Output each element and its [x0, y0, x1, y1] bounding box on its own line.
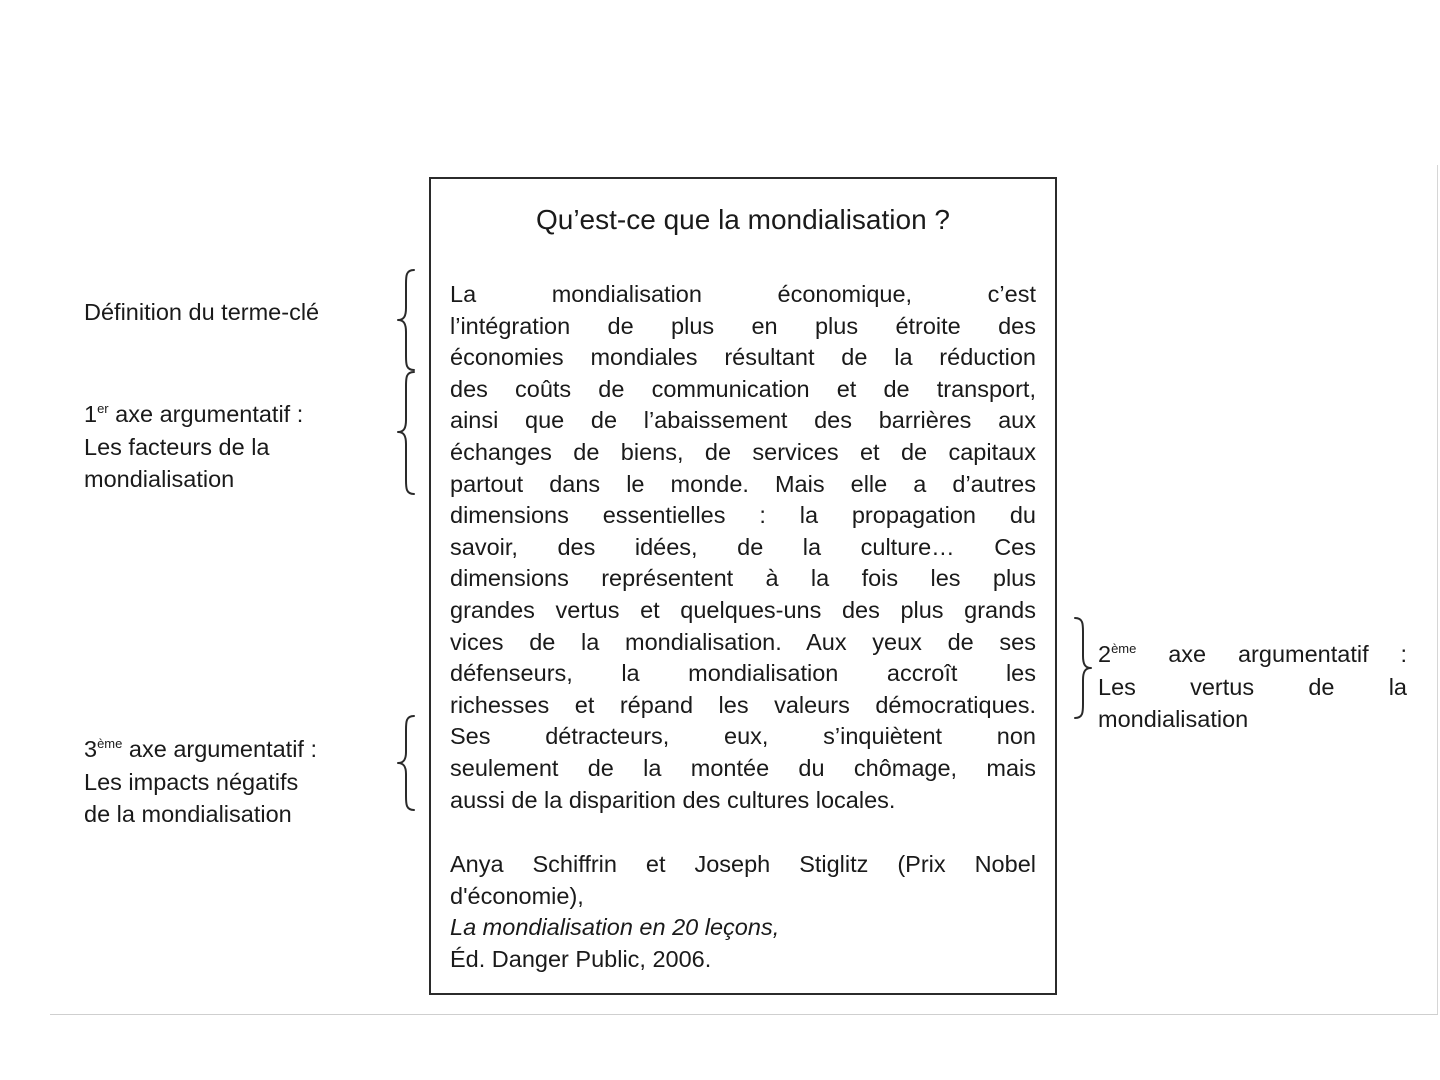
body-line: l’intégration de plus en plus étroite des [450, 312, 1036, 339]
document-title: Qu’est-ce que la mondialisation ? [535, 204, 950, 235]
annotation-definition: Définition du terme-clé [84, 299, 320, 325]
axis-3-line-3: de la mondialisation [84, 801, 292, 827]
body-line: dimensions représentent à la fois les plus [450, 565, 1036, 592]
brace-axis-1-icon [394, 370, 418, 496]
axis-1-line-3: mondialisation [84, 466, 235, 492]
axis-1-ordinal: er [97, 401, 109, 416]
axis-1-line-2: Les facteurs de la [84, 433, 270, 460]
source-citation [450, 849, 1036, 975]
body-line: des coûts de communication et de transport, [450, 375, 1036, 402]
body-paragraph [450, 279, 1036, 816]
body-line: grandes vertus et quelques-uns des plus grands [450, 596, 1036, 623]
annotation-axis-2 [1098, 638, 1407, 736]
axis-3-heading: axe argumentatif : [122, 736, 318, 762]
axis-1-heading: axe argumentatif : [108, 401, 304, 427]
axis-3-number: 3 [84, 736, 98, 762]
body-line: Ses détracteurs, eux, s’inquiètent non [450, 723, 1036, 750]
body-line: aussi de la disparition des cultures locales. [450, 786, 896, 813]
body-line: La mondialisation économique, c’est [450, 281, 1036, 307]
annotation-axis-1 [84, 398, 303, 496]
body-line: vices de la mondialisation. Aux yeux de ses [450, 628, 1036, 655]
citation-book-title: La mondialisation en 20 leçons, [450, 914, 780, 941]
body-line: partout dans le monde. Mais elle a d’autres [450, 470, 1036, 497]
body-line: seulement de la montée du chômage, mais [450, 754, 1036, 781]
axis-3-ordinal: ème [97, 736, 123, 751]
body-line: économies mondiales résultant de la réduction [450, 344, 1036, 371]
axis-2-heading: axe argumentatif : [1136, 641, 1407, 667]
body-line: richesses et répand les valeurs démocratiques. [450, 691, 1036, 718]
body-line: dimensions essentielles : la propagation du [450, 502, 1036, 529]
citation-publisher: Éd. Danger Public, 2006. [450, 945, 712, 972]
annotation-axis-3 [84, 733, 317, 831]
axis-3-line-2: Les impacts négatifs [84, 768, 299, 795]
brace-axis-3-icon [394, 714, 418, 812]
body-line: défenseurs, la mondialisation accroît les [450, 660, 1036, 687]
brace-axis-2-icon [1071, 616, 1095, 720]
axis-2-line-2: Les vertus de la [1098, 673, 1407, 700]
axis-1-number: 1 [84, 401, 98, 427]
citation-authors: Anya Schiffrin et Joseph Stiglitz (Prix Nobel [450, 851, 1036, 877]
brace-definition-icon [394, 268, 418, 372]
page-edge-right [1437, 165, 1438, 1015]
axis-2-line-3: mondialisation [1098, 706, 1249, 732]
page-edge-bottom [50, 1014, 1438, 1015]
body-line: ainsi que de l’abaissement des barrières aux [450, 407, 1036, 434]
body-line: savoir, des idées, de la culture… Ces [450, 533, 1036, 560]
body-line: échanges de biens, de services et de capitaux [450, 438, 1036, 465]
axis-2-ordinal: ème [1111, 641, 1137, 656]
citation-authors-cont: d'économie), [450, 882, 584, 909]
axis-2-number: 2 [1098, 641, 1112, 667]
